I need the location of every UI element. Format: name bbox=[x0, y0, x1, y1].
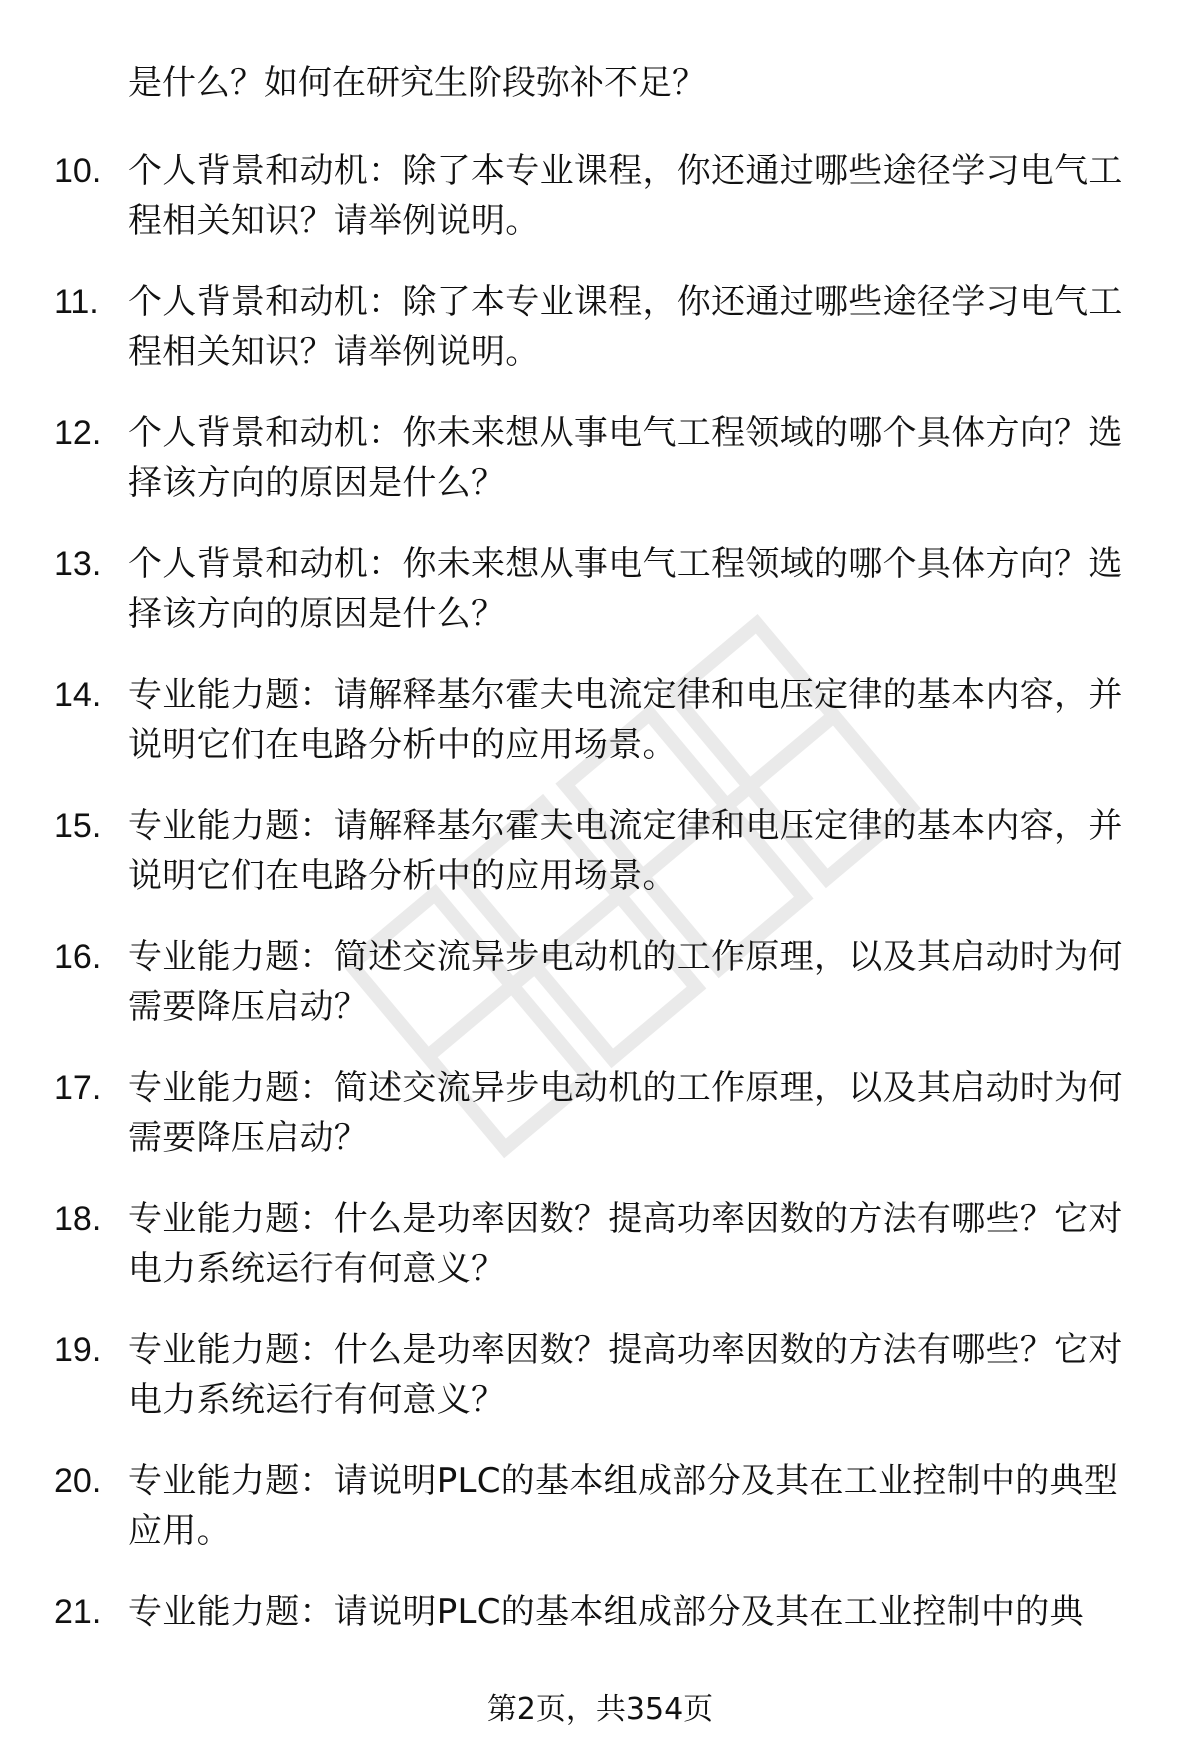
question-text: 专业能力题：简述交流异步电动机的工作原理，以及其启动时为何需要降压启动？ bbox=[128, 937, 1123, 1027]
question-number: 19. bbox=[54, 1331, 102, 1369]
question-number: 14. bbox=[54, 676, 102, 714]
list-item bbox=[0, 1053, 1200, 1184]
question-text: 专业能力题：什么是功率因数？提高功率因数的方法有哪些？它对电力系统运行有何意义？ bbox=[128, 1330, 1123, 1420]
question-number: 15. bbox=[54, 807, 102, 845]
list-item bbox=[0, 791, 1200, 922]
list-item bbox=[0, 529, 1200, 660]
list-item bbox=[0, 398, 1200, 529]
page-footer: 第2页，共354页 bbox=[486, 1692, 714, 1727]
question-text: 专业能力题：什么是功率因数？提高功率因数的方法有哪些？它对电力系统运行有何意义？ bbox=[128, 1199, 1123, 1289]
question-number: 17. bbox=[54, 1069, 102, 1107]
list-item bbox=[0, 136, 1200, 267]
list-item bbox=[0, 1446, 1200, 1577]
question-number: 21. bbox=[54, 1593, 102, 1631]
question-text: 个人背景和动机：你未来想从事电气工程领域的哪个具体方向？选择该方向的原因是什么？ bbox=[128, 544, 1123, 634]
question-list bbox=[0, 136, 1200, 1708]
question-text: 个人背景和动机：除了本专业课程，你还通过哪些途径学习电气工程相关知识？请举例说明。 bbox=[128, 282, 1123, 372]
question-number: 16. bbox=[54, 938, 102, 976]
list-item bbox=[0, 267, 1200, 398]
question-text: 个人背景和动机：除了本专业课程，你还通过哪些途径学习电气工程相关知识？请举例说明。 bbox=[128, 151, 1123, 241]
question-number: 10. bbox=[54, 152, 102, 190]
question-number: 12. bbox=[54, 414, 102, 452]
question-number: 13. bbox=[54, 545, 102, 583]
continued-question-text: 是什么？如何在研究生阶段弥补不足？ bbox=[128, 63, 706, 103]
question-text: 专业能力题：请说明PLC的基本组成部分及其在工业控制中的典型应用。 bbox=[128, 1461, 1119, 1551]
question-number: 20. bbox=[54, 1462, 102, 1500]
list-item bbox=[0, 660, 1200, 791]
question-text: 专业能力题：简述交流异步电动机的工作原理，以及其启动时为何需要降压启动？ bbox=[128, 1068, 1123, 1158]
question-text: 专业能力题：请解释基尔霍夫电流定律和电压定律的基本内容，并说明它们在电路分析中的应用场景。 bbox=[128, 675, 1123, 765]
list-item bbox=[0, 1577, 1200, 1708]
list-item bbox=[0, 922, 1200, 1053]
question-number: 11. bbox=[54, 283, 99, 321]
list-item bbox=[0, 1184, 1200, 1315]
question-text: 专业能力题：请说明PLC的基本组成部分及其在工业控制中的典 bbox=[128, 1592, 1084, 1632]
question-number: 18. bbox=[54, 1200, 102, 1238]
list-item bbox=[0, 1315, 1200, 1446]
question-text: 专业能力题：请解释基尔霍夫电流定律和电压定律的基本内容，并说明它们在电路分析中的应用场景。 bbox=[128, 806, 1123, 896]
question-text: 个人背景和动机：你未来想从事电气工程领域的哪个具体方向？选择该方向的原因是什么？ bbox=[128, 413, 1123, 503]
